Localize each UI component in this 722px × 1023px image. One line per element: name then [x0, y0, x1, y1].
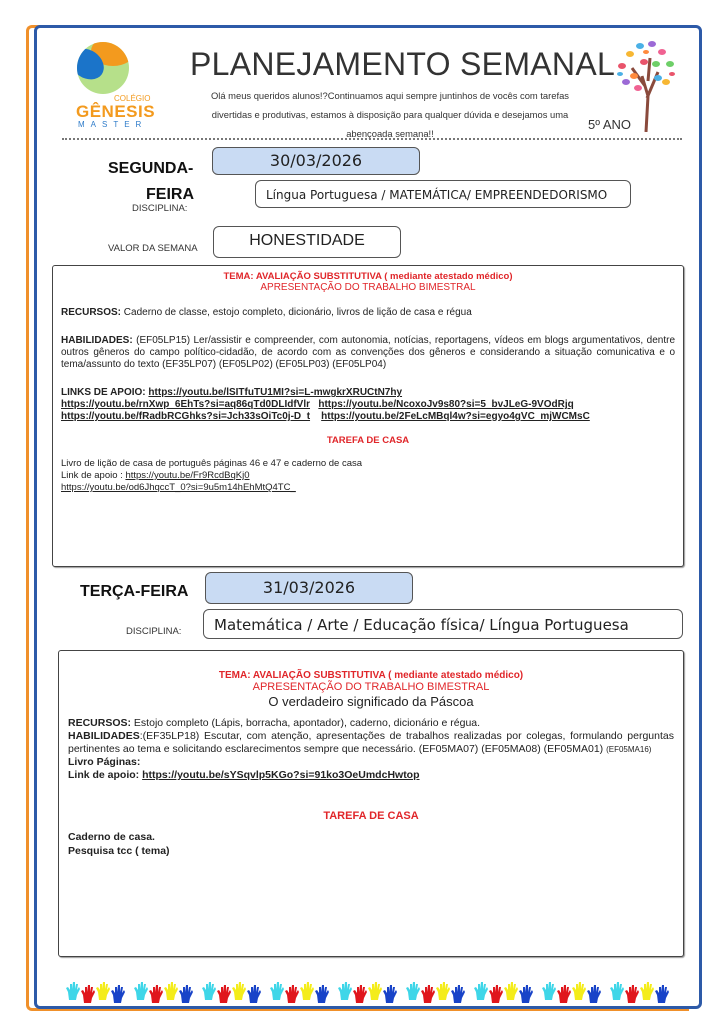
tuesday-tarefa — [68, 830, 674, 858]
intro-line: abençoada semana!! — [346, 128, 434, 139]
hand-icon — [285, 985, 299, 1003]
support-link[interactable]: https://youtu.be/sYSqvlp5KGo?si=91ko3OeUmdcHwtop — [142, 769, 420, 781]
hand-icon — [66, 982, 80, 1000]
hand-icon — [587, 985, 601, 1003]
hand-icon — [625, 985, 639, 1003]
hand-icon — [610, 982, 624, 1000]
hand-icon — [655, 985, 669, 1003]
tarefa-text: Livro de lição de casa de português páginas 46 e 47 e caderno de casa — [61, 458, 363, 469]
support-link[interactable]: https://youtu.be/rnXwp_6EhTs?si=aq86qTd0DLIdfVlr — [61, 399, 311, 410]
hands-decoration-border — [66, 982, 666, 1006]
hand-icon — [542, 982, 556, 1000]
tuesday-recursos — [68, 717, 674, 730]
monday-day-label-2: FEIRA — [146, 186, 194, 203]
tarefa-line: Caderno de casa. — [68, 831, 155, 843]
intro-message — [188, 86, 592, 143]
hand-icon — [134, 982, 148, 1000]
hand-icon — [436, 982, 450, 1000]
hand-group — [474, 982, 533, 1006]
hand-icon — [421, 985, 435, 1003]
hand-group — [202, 982, 261, 1006]
intro-line: Olá meus queridos alunos!?Continuamos aqui sempre juntinhos de vocês com tarefas — [210, 90, 569, 101]
tuesday-livro-label: Livro Páginas: — [68, 756, 141, 768]
hand-group — [338, 982, 397, 1006]
habilidades-label: HABILIDADES: — [61, 335, 133, 346]
tuesday-link-row — [68, 769, 674, 782]
monday-disciplina-label: DISCIPLINA: — [132, 203, 188, 214]
tarefa-link[interactable]: https://youtu.be/od6JhqccT_0?si=9u5m14hEhMtQ4TC_ — [61, 482, 296, 493]
tuesday-subtitle: O verdadeiro significado da Páscoa — [268, 694, 474, 709]
hand-icon — [202, 982, 216, 1000]
hand-icon — [270, 982, 284, 1000]
hand-group — [66, 982, 125, 1006]
hand-icon — [519, 985, 533, 1003]
page-title: PLANEJAMENTO SEMANAL — [190, 46, 616, 82]
hand-icon — [81, 985, 95, 1003]
monday-recursos — [61, 307, 675, 319]
tuesday-habilidades — [68, 730, 674, 756]
hand-icon — [149, 985, 163, 1003]
hand-icon — [96, 982, 110, 1000]
monday-subtema: APRESENTAÇÃO DO TRABALHO BIMESTRAL — [260, 282, 476, 293]
habilidades-code-small: (EF05MA16) — [606, 745, 652, 754]
tuesday-subtema: APRESENTAÇÃO DO TRABALHO BIMESTRAL — [252, 681, 490, 693]
tuesday-tema: TEMA: AVALIAÇÃO SUBSTITUTIVA ( mediante atestado médico) — [218, 670, 524, 681]
hand-icon — [353, 985, 367, 1003]
links-label: LINKS DE APOIO: — [61, 387, 146, 398]
hand-group — [542, 982, 601, 1006]
logo-emblem-icon — [77, 42, 129, 94]
grade-label: 5º ANO — [588, 117, 632, 132]
support-link[interactable]: https://youtu.be/lSITfuTU1MI?si=L-mwgkrXRUCtN7hy — [148, 387, 403, 398]
recursos-label: RECURSOS: — [68, 717, 132, 729]
monday-disciplina-field[interactable]: Língua Portuguesa / MATEMÁTICA/ EMPREENDEDORISMO — [255, 180, 631, 208]
hand-icon — [247, 985, 261, 1003]
recursos-text: Estojo completo (Lápis, borracha, apontador), caderno, dicionário e régua. — [131, 717, 481, 729]
hand-icon — [111, 985, 125, 1003]
monday-tema: TEMA: AVALIAÇÃO SUBSTITUTIVA ( mediante atestado médico) — [223, 271, 513, 282]
header-divider — [62, 138, 682, 140]
hand-icon — [572, 982, 586, 1000]
hand-icon — [164, 982, 178, 1000]
tuesday-disciplina-field[interactable]: Matemática / Arte / Educação física/ Língua Portuguesa — [203, 609, 683, 639]
recursos-label: RECURSOS: — [61, 307, 122, 318]
valor-semana-label: VALOR DA SEMANA — [108, 243, 198, 254]
tarefa-link-label: Link de apoio : — [61, 470, 126, 481]
logo-colegio-text: COLÉGIO — [114, 94, 151, 103]
tarefa-link[interactable]: https://youtu.be/Fr9RcdBqKj0 — [125, 470, 250, 481]
hand-icon — [383, 985, 397, 1003]
hand-icon — [504, 982, 518, 1000]
logo-school-name: GÊNESIS — [76, 102, 156, 121]
hand-group — [134, 982, 193, 1006]
hand-icon — [474, 982, 488, 1000]
monday-tarefa — [61, 458, 675, 494]
hand-icon — [300, 982, 314, 1000]
support-link[interactable]: https://youtu.be/2FeLcMBql4w?si=egyo4gVC_mjWCMsC — [321, 411, 590, 422]
colorful-tree-icon — [612, 36, 678, 132]
support-link[interactable]: https://youtu.be/NcoxoJv9s80?si=5_bvJLeG-9VOdRjq — [318, 399, 574, 410]
tuesday-content-box — [58, 650, 684, 957]
tuesday-tarefa-title: TAREFA DE CASA — [323, 810, 419, 822]
hand-icon — [338, 982, 352, 1000]
hand-icon — [179, 985, 193, 1003]
monday-links — [61, 387, 675, 423]
tuesday-disciplina-label: DISCIPLINA: — [126, 626, 182, 637]
hand-icon — [451, 985, 465, 1003]
hand-icon — [640, 982, 654, 1000]
monday-habilidades — [61, 335, 675, 371]
monday-day-label: SEGUNDA- — [108, 160, 194, 177]
habilidades-label: HABILIDADES — [68, 730, 140, 742]
habilidades-text: (EF05LP15) Ler/assistir e compreender, com autonomia, notícias, reportagens, vídeos em blogs argumentativos, dentre outros gêneros do campo político-cidadão, de acordo com as convenções dos gêneros e considerando a situação comunicativa e o tema/assunto do texto (EF35LP07) (EF05LP02) (EF05LP03) (EF05LP04) — [61, 335, 675, 370]
recursos-text: Caderno de classe, estojo completo, dicionário, livros de lição de casa e régua — [121, 307, 472, 318]
monday-date-field[interactable]: 30/03/2026 — [212, 147, 420, 175]
hand-icon — [406, 982, 420, 1000]
tuesday-date-field[interactable]: 31/03/2026 — [205, 572, 413, 604]
monday-tarefa-title: TAREFA DE CASA — [326, 435, 410, 446]
hand-icon — [557, 985, 571, 1003]
habilidades-text: :(EF35LP18) Escutar, com atenção, apresentações de trabalhos realizadas por colegas, formulando perguntas pertinentes ao tema e solicitando esclarecimentos sempre que necessário. (EF05MA07) (EF05MA08) (EF05MA01) — [68, 730, 674, 755]
hand-icon — [489, 985, 503, 1003]
hand-group — [610, 982, 669, 1006]
logo-master-text: MASTER — [78, 120, 148, 129]
hand-icon — [368, 982, 382, 1000]
intro-line: divertidas e produtivas, estamos à disposição para qualquer dúvida e desejamos uma — [211, 109, 569, 120]
monday-content-box — [52, 265, 684, 567]
hand-icon — [232, 982, 246, 1000]
hand-icon — [315, 985, 329, 1003]
hand-group — [270, 982, 329, 1006]
school-logo — [72, 42, 156, 130]
hand-icon — [217, 985, 231, 1003]
link-label: Link de apoio: — [68, 769, 143, 781]
tuesday-day-label: TERÇA-FEIRA — [80, 583, 189, 600]
valor-semana-field[interactable]: HONESTIDADE — [213, 226, 401, 258]
hand-group — [406, 982, 465, 1006]
tarefa-line: Pesquisa tcc ( tema) — [68, 845, 170, 857]
support-link[interactable]: https://youtu.be/fRadbRCGhks?si=Jch33sOiTc0j-D_t — [61, 411, 311, 422]
